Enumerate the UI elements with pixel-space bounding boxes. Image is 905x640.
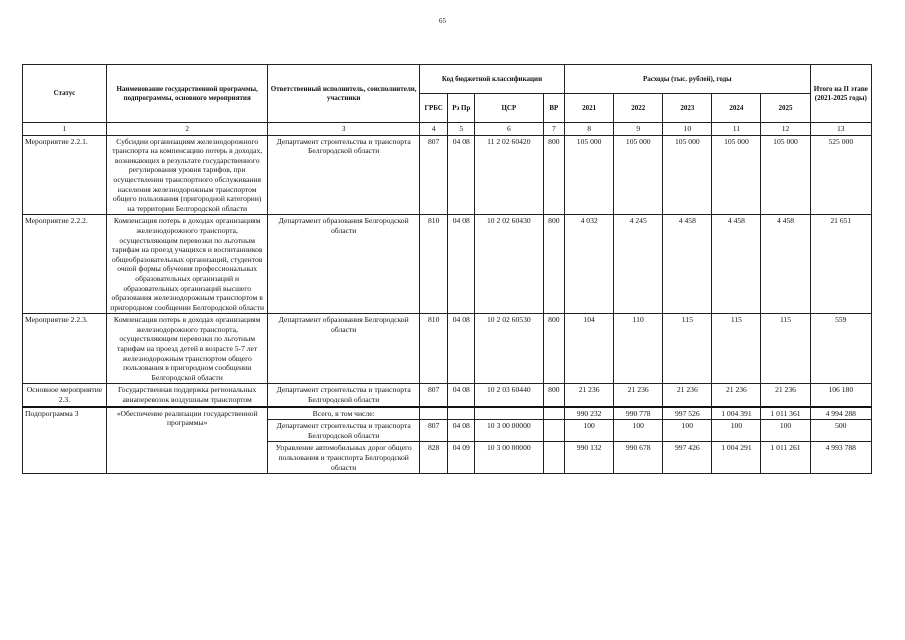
row-total: 21 651 — [810, 215, 871, 314]
row-responsible: Департамент образования Белгородской области — [268, 314, 419, 384]
row-vr: 800 — [543, 384, 564, 407]
column-number: 4 — [419, 123, 448, 136]
row-csr: 10 2 02 60530 — [475, 314, 544, 384]
row-vr — [543, 420, 564, 442]
row-responsible: Департамент строительства и транспорта Белгородской области — [268, 420, 419, 442]
row-2022: 990 778 — [614, 407, 663, 420]
row-vr: 800 — [543, 314, 564, 384]
row-vr: 800 — [543, 135, 564, 215]
row-2022: 4 245 — [614, 215, 663, 314]
row-2023: 4 458 — [663, 215, 712, 314]
row-responsible: Департамент образования Белгородской области — [268, 215, 419, 314]
column-number: 9 — [614, 123, 663, 136]
row-2023: 997 426 — [663, 442, 712, 474]
table-row — [23, 314, 872, 384]
column-number: 1 — [23, 123, 107, 136]
row-rzpr: 04 08 — [448, 420, 475, 442]
row-status: Мероприятие 2.2.2. — [23, 215, 107, 314]
row-2024: 1 004 391 — [712, 407, 761, 420]
column-number: 6 — [475, 123, 544, 136]
row-name: Субсидии организациям железнодорожного транспорта на компенсацию потерь в доходах, возникающих в результате государственного регулирования уровня тарифов, при осуществлении транспортного обслуживания населения железнодорожным транспортом общего пользования (пригородной категории) на территории Белгородской области — [106, 135, 268, 215]
row-vr — [543, 442, 564, 474]
row-2022: 105 000 — [614, 135, 663, 215]
row-2021: 105 000 — [565, 135, 614, 215]
row-total: 559 — [810, 314, 871, 384]
column-number-row — [23, 123, 872, 136]
budget-table — [22, 64, 872, 474]
row-total: 500 — [810, 420, 871, 442]
row-2021: 990 232 — [565, 407, 614, 420]
page-number: 65 — [439, 17, 446, 25]
row-rzpr: 04 08 — [448, 215, 475, 314]
row-2023: 115 — [663, 314, 712, 384]
row-grbs: 810 — [419, 314, 448, 384]
row-csr: 10 2 02 60430 — [475, 215, 544, 314]
table-row — [23, 135, 872, 215]
row-grbs: 828 — [419, 442, 448, 474]
row-rzpr: 04 09 — [448, 442, 475, 474]
row-status: Основное мероприятие 2.3. — [23, 384, 107, 407]
row-total: 4 993 788 — [810, 442, 871, 474]
header-csr: ЦСР — [475, 94, 544, 123]
table-row-subprogram — [23, 407, 872, 420]
subprogram-name: «Обеспечение реализации государственной программы» — [106, 407, 268, 474]
row-2023: 105 000 — [663, 135, 712, 215]
row-total: 525 000 — [810, 135, 871, 215]
row-responsible: Департамент строительства и транспорта Белгородской области — [268, 135, 419, 215]
header-grbs: ГРБС — [419, 94, 448, 123]
table-row — [23, 215, 872, 314]
row-csr: 10 3 00 00000 — [475, 442, 544, 474]
column-number: 12 — [761, 123, 810, 136]
row-total: 4 994 288 — [810, 407, 871, 420]
row-name: Компенсация потерь в доходах организациям железнодорожного транспорта, осуществляющим перевозки по льготным тарифам на проезд детей в возрасте 5-7 лет железнодорожным транспортом общего пользования в пригородном сообщении Белгородской области — [106, 314, 268, 384]
column-number: 10 — [663, 123, 712, 136]
row-vr — [543, 407, 564, 420]
row-responsible: Департамент строительства и транспорта Белгородской области — [268, 384, 419, 407]
row-grbs: 807 — [419, 384, 448, 407]
row-2021: 104 — [565, 314, 614, 384]
header-name: Наименование государственной программы, подпрограммы, основного мероприятия — [106, 65, 268, 123]
row-vr: 800 — [543, 215, 564, 314]
row-name: Компенсация потерь в доходах организациям железнодорожного транспорта, осуществляющим перевозки по льготным тарифам на проезд учащихся и воспитанников общеобразовательных организаций, студентов очной формы обучения профессиональных образовательных организаций и образовательных организаций высшего образования железнодорожным транспортом в пригородном сообщении Белгородской области — [106, 215, 268, 314]
row-2025: 4 458 — [761, 215, 810, 314]
row-grbs: 807 — [419, 135, 448, 215]
row-2021: 4 032 — [565, 215, 614, 314]
row-2024: 21 236 — [712, 384, 761, 407]
column-number: 7 — [543, 123, 564, 136]
table-row-main-measure — [23, 384, 872, 407]
header-status: Статус — [23, 65, 107, 123]
row-2025: 21 236 — [761, 384, 810, 407]
row-2022: 990 678 — [614, 442, 663, 474]
header-rzpr: Рз Пр — [448, 94, 475, 123]
row-total: 106 180 — [810, 384, 871, 407]
row-2025: 115 — [761, 314, 810, 384]
column-number: 8 — [565, 123, 614, 136]
row-grbs: 810 — [419, 215, 448, 314]
row-rzpr: 04 08 — [448, 135, 475, 215]
header-total: Итого на II этапе (2021-2025 годы) — [810, 65, 871, 123]
row-2023: 21 236 — [663, 384, 712, 407]
row-name: Государственная поддержка региональных авиаперевозок воздушным транспортом — [106, 384, 268, 407]
row-2023: 100 — [663, 420, 712, 442]
row-rzpr: 04 08 — [448, 314, 475, 384]
row-responsible: Всего, в том числе: — [268, 407, 419, 420]
row-2023: 997 526 — [663, 407, 712, 420]
column-number: 5 — [448, 123, 475, 136]
row-2024: 115 — [712, 314, 761, 384]
row-2025: 100 — [761, 420, 810, 442]
header-expenses: Расходы (тыс. рублей), годы — [565, 65, 810, 94]
row-rzpr: 04 08 — [448, 384, 475, 407]
column-number: 11 — [712, 123, 761, 136]
column-number: 3 — [268, 123, 419, 136]
row-csr: 11 2 02 60420 — [475, 135, 544, 215]
row-2025: 1 011 361 — [761, 407, 810, 420]
row-2021: 990 132 — [565, 442, 614, 474]
header-vr: ВР — [543, 94, 564, 123]
header-row — [23, 65, 872, 94]
row-rzpr — [448, 407, 475, 420]
header-2021: 2021 — [565, 94, 614, 123]
row-2022: 110 — [614, 314, 663, 384]
header-2024: 2024 — [712, 94, 761, 123]
row-2025: 1 011 261 — [761, 442, 810, 474]
row-2025: 105 000 — [761, 135, 810, 215]
header-2022: 2022 — [614, 94, 663, 123]
row-2022: 21 236 — [614, 384, 663, 407]
column-number: 13 — [810, 123, 871, 136]
row-2024: 105 000 — [712, 135, 761, 215]
row-status: Мероприятие 2.2.1. — [23, 135, 107, 215]
row-csr: 10 2 03 60440 — [475, 384, 544, 407]
row-csr: 10 3 00 00000 — [475, 420, 544, 442]
column-number: 2 — [106, 123, 268, 136]
row-status: Мероприятие 2.2.3. — [23, 314, 107, 384]
row-responsible: Управление автомобильных дорог общего пользования и транспорта Белгородской области — [268, 442, 419, 474]
row-2024: 1 004 291 — [712, 442, 761, 474]
header-2025: 2025 — [761, 94, 810, 123]
row-2024: 4 458 — [712, 215, 761, 314]
row-grbs — [419, 407, 448, 420]
header-2023: 2023 — [663, 94, 712, 123]
header-responsible: Ответственный исполнитель, соисполнители, участники — [268, 65, 419, 123]
row-2021: 100 — [565, 420, 614, 442]
row-2022: 100 — [614, 420, 663, 442]
subprogram-status: Подпрограмма 3 — [23, 407, 107, 474]
row-2024: 100 — [712, 420, 761, 442]
row-grbs: 807 — [419, 420, 448, 442]
header-budget-code: Код бюджетной классификации — [419, 65, 564, 94]
row-2021: 21 236 — [565, 384, 614, 407]
row-csr — [475, 407, 544, 420]
